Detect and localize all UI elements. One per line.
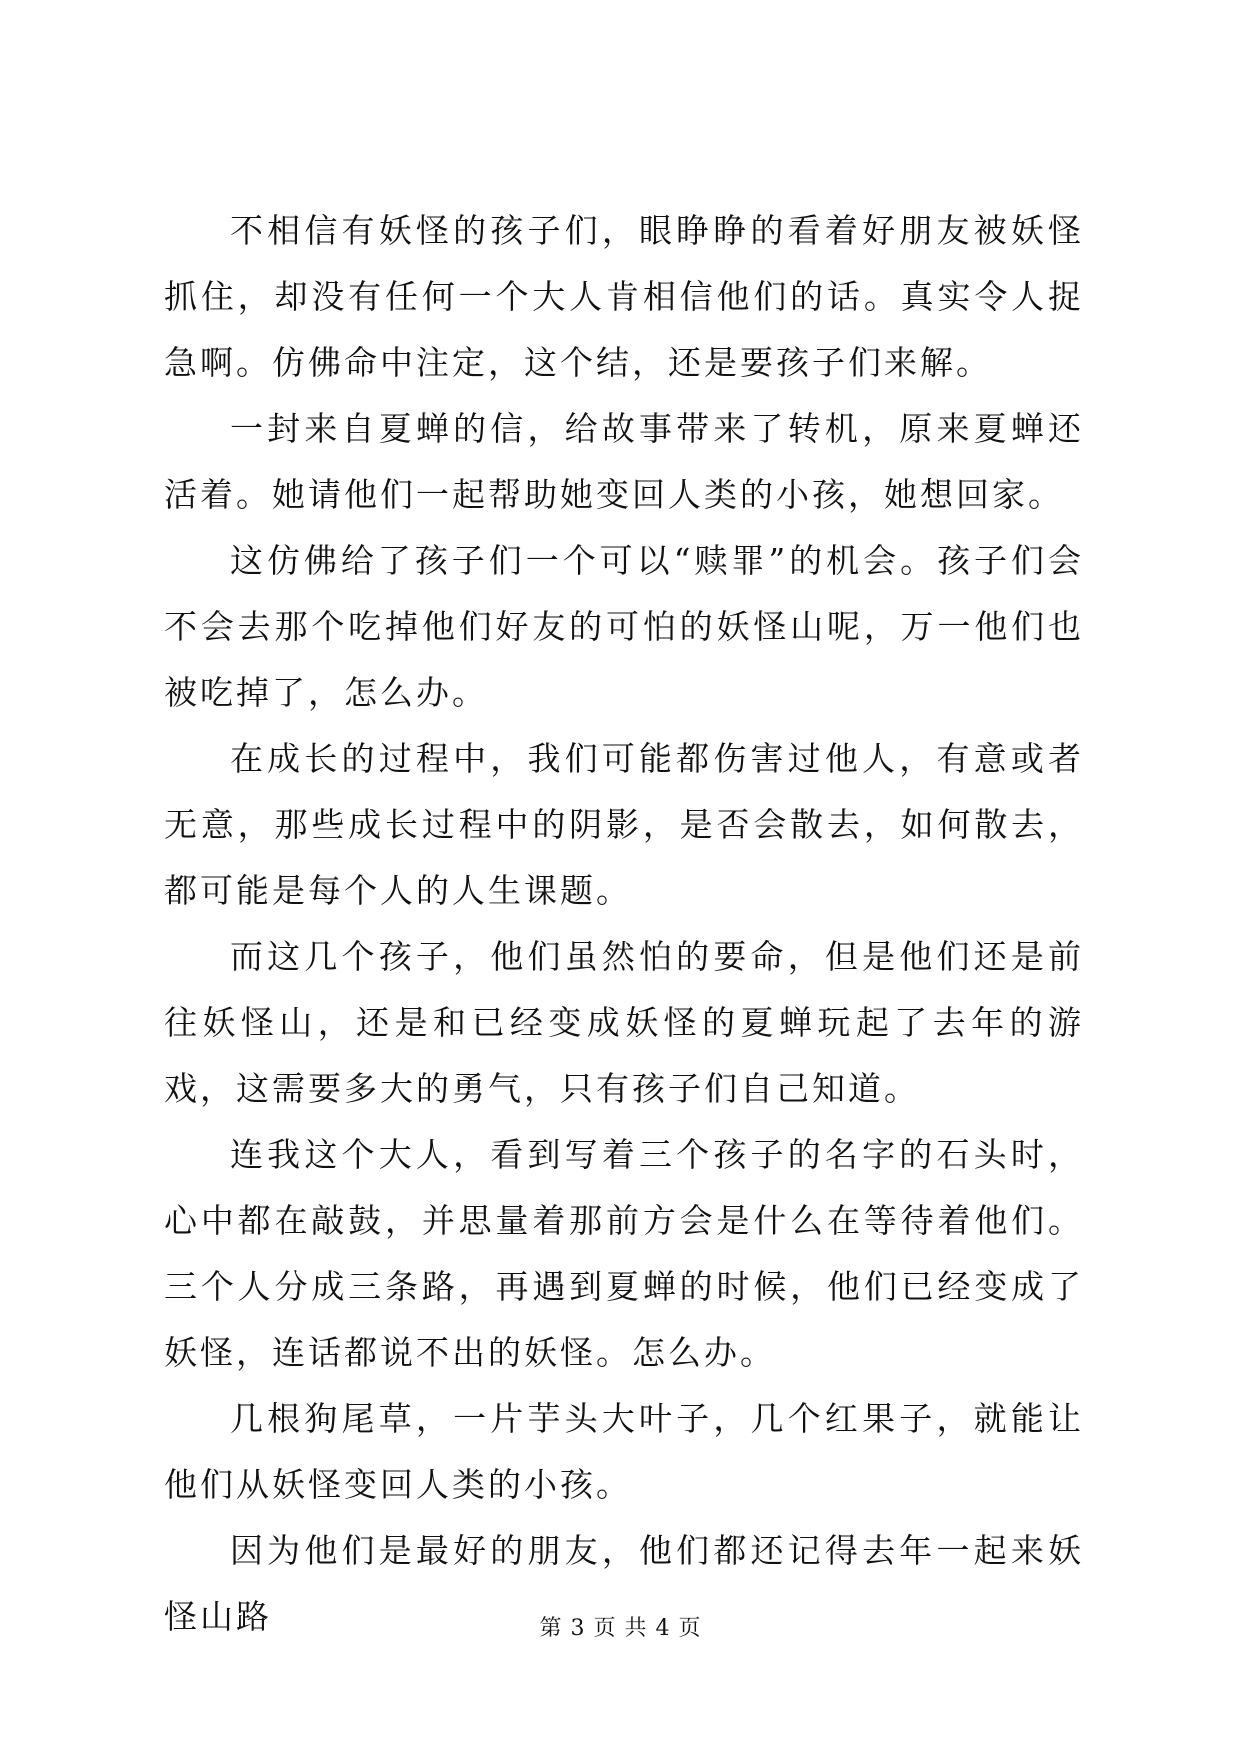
paragraph-2: 一封来自夏蝉的信，给故事带来了转机，原来夏蝉还活着。她请他们一起帮助她变回人类的小孩，她想回家。 xyxy=(164,409,1084,514)
body-text xyxy=(164,198,1084,1650)
paragraph-4: 在成长的过程中，我们可能都伤害过他人，有意或者无意，那些成长过程中的阴影，是否会散去，如何散去，都可能是每个人的人生课题。 xyxy=(164,739,1084,910)
paragraph-5: 而这几个孩子，他们虽然怕的要命，但是他们还是前往妖怪山，还是和已经变成妖怪的夏蝉玩起了去年的游戏，这需要多大的勇气，只有孩子们自己知道。 xyxy=(164,937,1084,1108)
page-footer xyxy=(0,1614,1241,1644)
paragraph-3: 这仿佛给了孩子们一个可以“赎罪”的机会。孩子们会不会去那个吃掉他们好友的可怕的妖怪山呢，万一他们也被吃掉了，怎么办。 xyxy=(164,541,1084,712)
paragraph-1: 不相信有妖怪的孩子们，眼睁睁的看着好朋友被妖怪抓住，却没有任何一个大人肯相信他们的话。真实令人捉急啊。仿佛命中注定，这个结，还是要孩子们来解。 xyxy=(164,211,1084,382)
paragraph-7: 几根狗尾草，一片芋头大叶子，几个红果子，就能让他们从妖怪变回人类的小孩。 xyxy=(164,1399,1084,1504)
paragraph-8: 因为他们是最好的朋友，他们都还记得去年一起来妖怪山路 xyxy=(164,1531,1084,1636)
page-number: 第 3 页 共 4 页 xyxy=(539,1616,702,1641)
paragraph-6: 连我这个大人，看到写着三个孩子的名字的石头时，心中都在敲鼓，并思量着那前方会是什么在等待着他们。三个人分成三条路，再遇到夏蝉的时候，他们已经变成了妖怪，连话都说不出的妖怪。怎么办。 xyxy=(164,1135,1084,1372)
